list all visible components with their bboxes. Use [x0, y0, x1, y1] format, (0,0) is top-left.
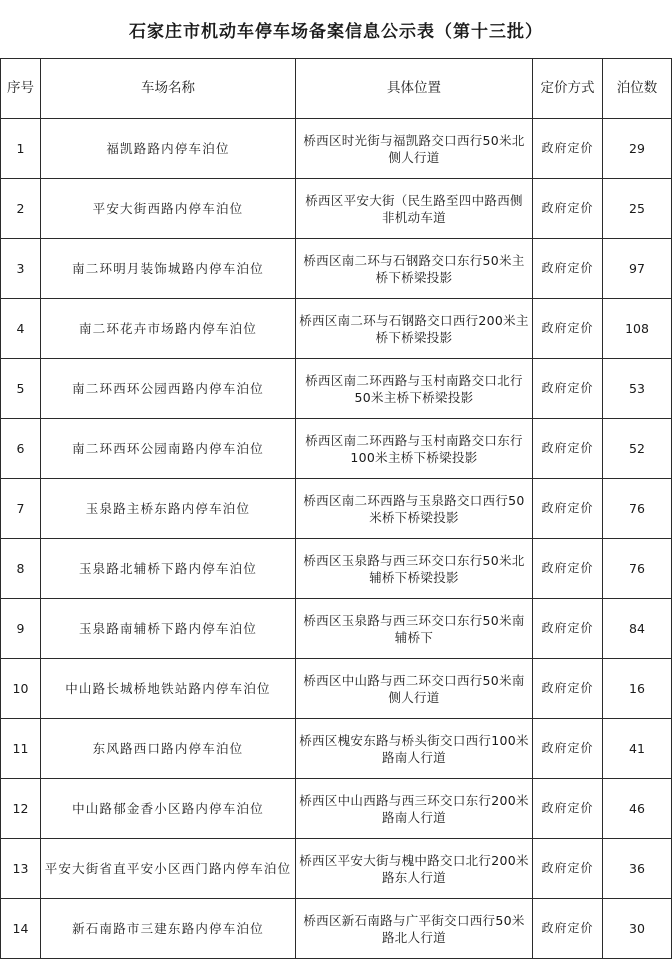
row-location: 桥西区中山西路与西三环交口东行200米路南人行道	[296, 779, 533, 839]
row-pricing: 政府定价	[533, 839, 603, 899]
row-location: 桥西区玉泉路与西三环交口东行50米北辅桥下桥梁投影	[296, 539, 533, 599]
row-pricing: 政府定价	[533, 419, 603, 479]
row-spaces: 16	[603, 659, 672, 719]
row-pricing: 政府定价	[533, 599, 603, 659]
row-spaces: 97	[603, 239, 672, 299]
row-spaces: 30	[603, 899, 672, 959]
row-name: 东风路西口路内停车泊位	[41, 719, 296, 779]
row-spaces: 41	[603, 719, 672, 779]
row-no: 10	[1, 659, 41, 719]
row-spaces: 36	[603, 839, 672, 899]
row-location: 桥西区南二环与石钢路交口东行50米主桥下桥梁投影	[296, 239, 533, 299]
header-spaces: 泊位数	[603, 59, 672, 119]
row-pricing: 政府定价	[533, 359, 603, 419]
row-pricing: 政府定价	[533, 779, 603, 839]
row-name: 平安大街省直平安小区西门路内停车泊位	[41, 839, 296, 899]
row-location: 桥西区玉泉路与西三环交口东行50米南辅桥下	[296, 599, 533, 659]
row-name: 南二环西环公园西路内停车泊位	[41, 359, 296, 419]
row-pricing: 政府定价	[533, 239, 603, 299]
row-name: 南二环西环公园南路内停车泊位	[41, 419, 296, 479]
row-location: 桥西区中山路与西二环交口西行50米南侧人行道	[296, 659, 533, 719]
row-name: 玉泉路主桥东路内停车泊位	[41, 479, 296, 539]
row-spaces: 76	[603, 539, 672, 599]
row-name: 玉泉路南辅桥下路内停车泊位	[41, 599, 296, 659]
row-no: 9	[1, 599, 41, 659]
row-no: 14	[1, 899, 41, 959]
row-spaces: 29	[603, 119, 672, 179]
row-spaces: 84	[603, 599, 672, 659]
row-location: 桥西区槐安东路与桥头街交口西行100米路南人行道	[296, 719, 533, 779]
row-name: 南二环明月装饰城路内停车泊位	[41, 239, 296, 299]
table-row	[1, 899, 672, 959]
row-location: 桥西区新石南路与广平街交口西行50米路北人行道	[296, 899, 533, 959]
row-spaces: 46	[603, 779, 672, 839]
table-row	[1, 479, 672, 539]
row-location: 桥西区南二环西路与玉泉路交口西行50米桥下桥梁投影	[296, 479, 533, 539]
row-location: 桥西区南二环西路与玉村南路交口东行100米主桥下桥梁投影	[296, 419, 533, 479]
row-pricing: 政府定价	[533, 539, 603, 599]
row-no: 4	[1, 299, 41, 359]
row-location: 桥西区南二环与石钢路交口西行200米主桥下桥梁投影	[296, 299, 533, 359]
row-pricing: 政府定价	[533, 899, 603, 959]
table-row	[1, 779, 672, 839]
row-pricing: 政府定价	[533, 179, 603, 239]
header-location: 具体位置	[296, 59, 533, 119]
row-location: 桥西区平安大街（民生路至四中路西侧非机动车道	[296, 179, 533, 239]
row-name: 平安大街西路内停车泊位	[41, 179, 296, 239]
row-spaces: 25	[603, 179, 672, 239]
table-row	[1, 179, 672, 239]
row-name: 中山路长城桥地铁站路内停车泊位	[41, 659, 296, 719]
table-row	[1, 359, 672, 419]
row-no: 1	[1, 119, 41, 179]
row-location: 桥西区时光街与福凯路交口西行50米北侧人行道	[296, 119, 533, 179]
row-name: 福凯路路内停车泊位	[41, 119, 296, 179]
row-pricing: 政府定价	[533, 659, 603, 719]
table-row	[1, 239, 672, 299]
row-no: 3	[1, 239, 41, 299]
row-no: 6	[1, 419, 41, 479]
row-no: 2	[1, 179, 41, 239]
row-location: 桥西区南二环西路与玉村南路交口北行50米主桥下桥梁投影	[296, 359, 533, 419]
row-name: 新石南路市三建东路内停车泊位	[41, 899, 296, 959]
row-no: 5	[1, 359, 41, 419]
parking-registry-table	[0, 58, 672, 959]
row-no: 12	[1, 779, 41, 839]
row-pricing: 政府定价	[533, 479, 603, 539]
row-name: 中山路郁金香小区路内停车泊位	[41, 779, 296, 839]
row-spaces: 53	[603, 359, 672, 419]
table-row	[1, 119, 672, 179]
row-pricing: 政府定价	[533, 119, 603, 179]
row-spaces: 108	[603, 299, 672, 359]
row-name: 玉泉路北辅桥下路内停车泊位	[41, 539, 296, 599]
row-name: 南二环花卉市场路内停车泊位	[41, 299, 296, 359]
header-pricing: 定价方式	[533, 59, 603, 119]
row-no: 8	[1, 539, 41, 599]
row-spaces: 76	[603, 479, 672, 539]
row-no: 11	[1, 719, 41, 779]
table-row	[1, 659, 672, 719]
row-location: 桥西区平安大街与槐中路交口北行200米路东人行道	[296, 839, 533, 899]
header-name: 车场名称	[41, 59, 296, 119]
table-row	[1, 599, 672, 659]
table-row	[1, 299, 672, 359]
table-row	[1, 539, 672, 599]
table-row	[1, 839, 672, 899]
row-no: 13	[1, 839, 41, 899]
table-row	[1, 719, 672, 779]
header-no: 序号	[1, 59, 41, 119]
row-pricing: 政府定价	[533, 719, 603, 779]
page-title: 石家庄市机动车停车场备案信息公示表（第十三批）	[129, 21, 543, 42]
table-row	[1, 419, 672, 479]
row-spaces: 52	[603, 419, 672, 479]
header-row	[1, 59, 672, 119]
row-pricing: 政府定价	[533, 299, 603, 359]
row-no: 7	[1, 479, 41, 539]
